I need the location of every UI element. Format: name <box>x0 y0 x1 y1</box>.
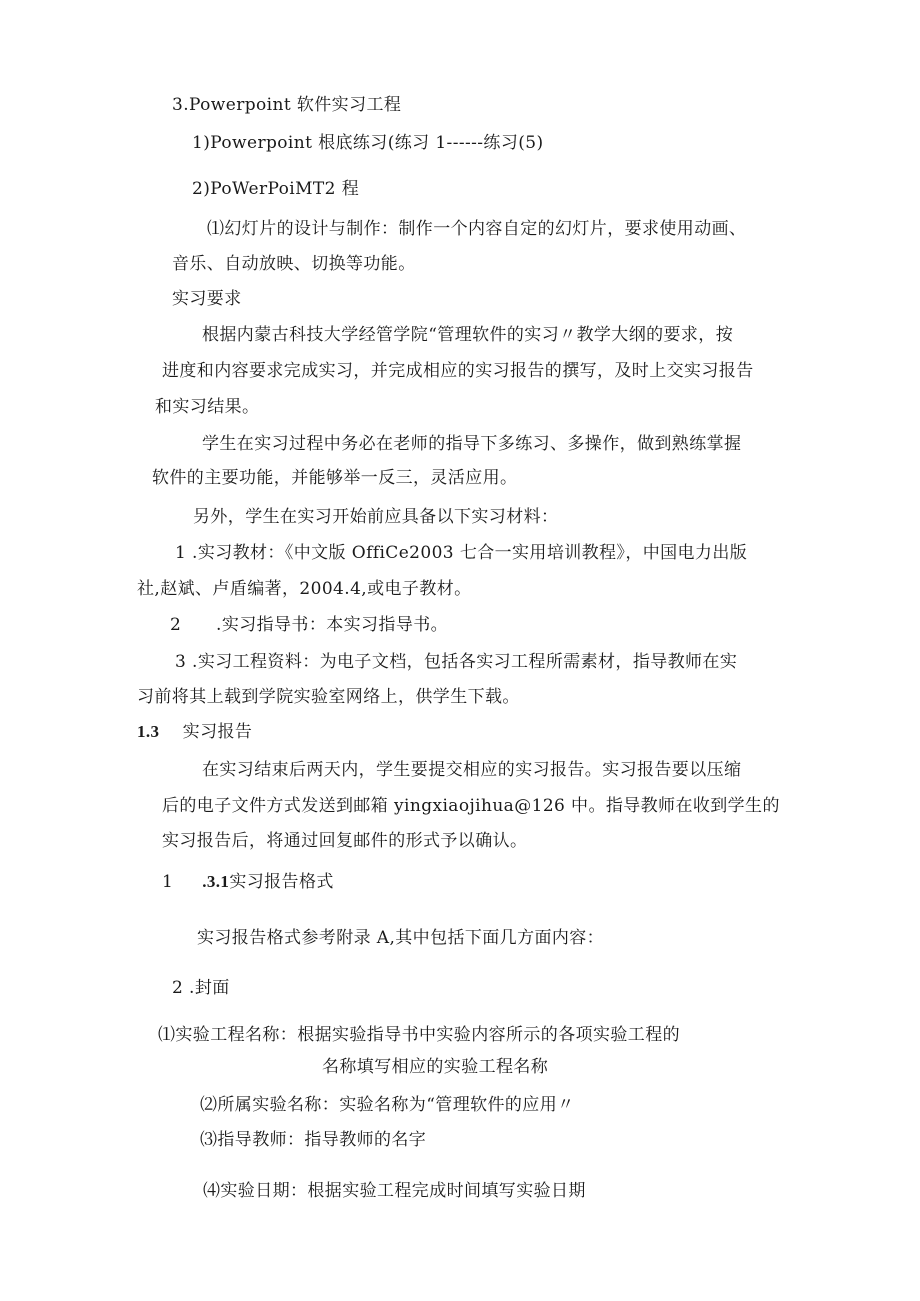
slide-design-task: ⑴幻灯片的设计与制作：制作一个内容自定的幻灯片，要求使用动画、 <box>207 219 747 239</box>
requirements-paragraph-line-2: 进度和内容要求完成实习，并完成相应的实习报告的撰写，及时上交实习报告 <box>162 361 754 381</box>
cover-item-3: ⑶指导教师：指导教师的名字 <box>200 1130 427 1150</box>
section-title: 实习报告 <box>182 722 253 742</box>
cover-item-1-continued: 名称填写相应的实验工程名称 <box>322 1057 549 1077</box>
section-heading-practice-report <box>137 720 252 744</box>
subsection-heading-report-format <box>162 870 334 894</box>
requirements-paragraph-line-3: 和实习结果。 <box>155 397 260 417</box>
subsection-title: 实习报告格式 <box>229 872 334 892</box>
report-paragraph-line-1: 在实习结束后两天内，学生要提交相应的实习报告。实习报告要以压缩 <box>202 760 742 780</box>
material-item-1: 1 .实习教材：《中文版 OffiCe2003 七合一实用培训教程》，中国电力出版 <box>175 543 748 563</box>
section-number: 1.3 <box>137 722 160 741</box>
material-item-3-continued: 习前将其上载到学院实验室网络上，供学生下载。 <box>137 687 520 707</box>
cover-item-4: ⑷实验日期：根据实验工程完成时间填写实验日期 <box>203 1181 586 1201</box>
format-intro: 实习报告格式参考附录 A,其中包括下面几方面内容： <box>197 928 605 948</box>
slide-design-task-continued: 音乐、自动放映、切换等功能。 <box>172 254 416 274</box>
cover-item-2: ⑵所属实验名称：实验名称为“管理软件的应用〃 <box>200 1095 575 1115</box>
section-powerpoint-project: 3.Powerpoint 软件实习工程 <box>172 95 402 115</box>
subsection-number: .3.1 <box>202 872 230 891</box>
report-paragraph-line-3: 实习报告后，将通过回复邮件的形式予以确认。 <box>162 831 528 851</box>
item-powerpoint-basic-practice: 1)Powerpoint 根底练习(练习 1------练习(5) <box>192 133 544 153</box>
student-paragraph-line-2: 软件的主要功能，并能够举一反三，灵活应用。 <box>152 468 518 488</box>
cover-item-1: ⑴实验工程名称：根据实验指导书中实验内容所示的各项实验工程的 <box>158 1025 680 1045</box>
materials-intro: 另外，学生在实习开始前应具备以下实习材料： <box>193 507 559 527</box>
material-item-2: 2 .实习指导书：本实习指导书。 <box>170 615 449 635</box>
cover-heading: 2 .封面 <box>172 978 230 998</box>
material-item-3: 3 .实习工程资料：为电子文档，包括各实习工程所需素材，指导教师在实 <box>175 652 738 672</box>
heading-practice-requirements: 实习要求 <box>172 289 242 309</box>
item-powerpoint-project: 2)PoWerPoiMT2 程 <box>192 179 360 199</box>
student-paragraph-line-1: 学生在实习过程中务必在老师的指导下多练习、多操作，做到熟练掌握 <box>202 434 742 454</box>
report-paragraph-line-2: 后的电子文件方式发送到邮箱 yingxiaojihua@126 中。指导教师在收到学生的 <box>162 796 780 816</box>
material-item-1-continued: 社,赵斌、卢盾编著，2004.4,或电子教材。 <box>137 579 472 599</box>
subsection-prefix: 1 <box>162 872 191 892</box>
requirements-paragraph-line-1: 根据内蒙古科技大学经管学院“管理软件的实习〃教学大纲的要求，按 <box>202 325 734 345</box>
